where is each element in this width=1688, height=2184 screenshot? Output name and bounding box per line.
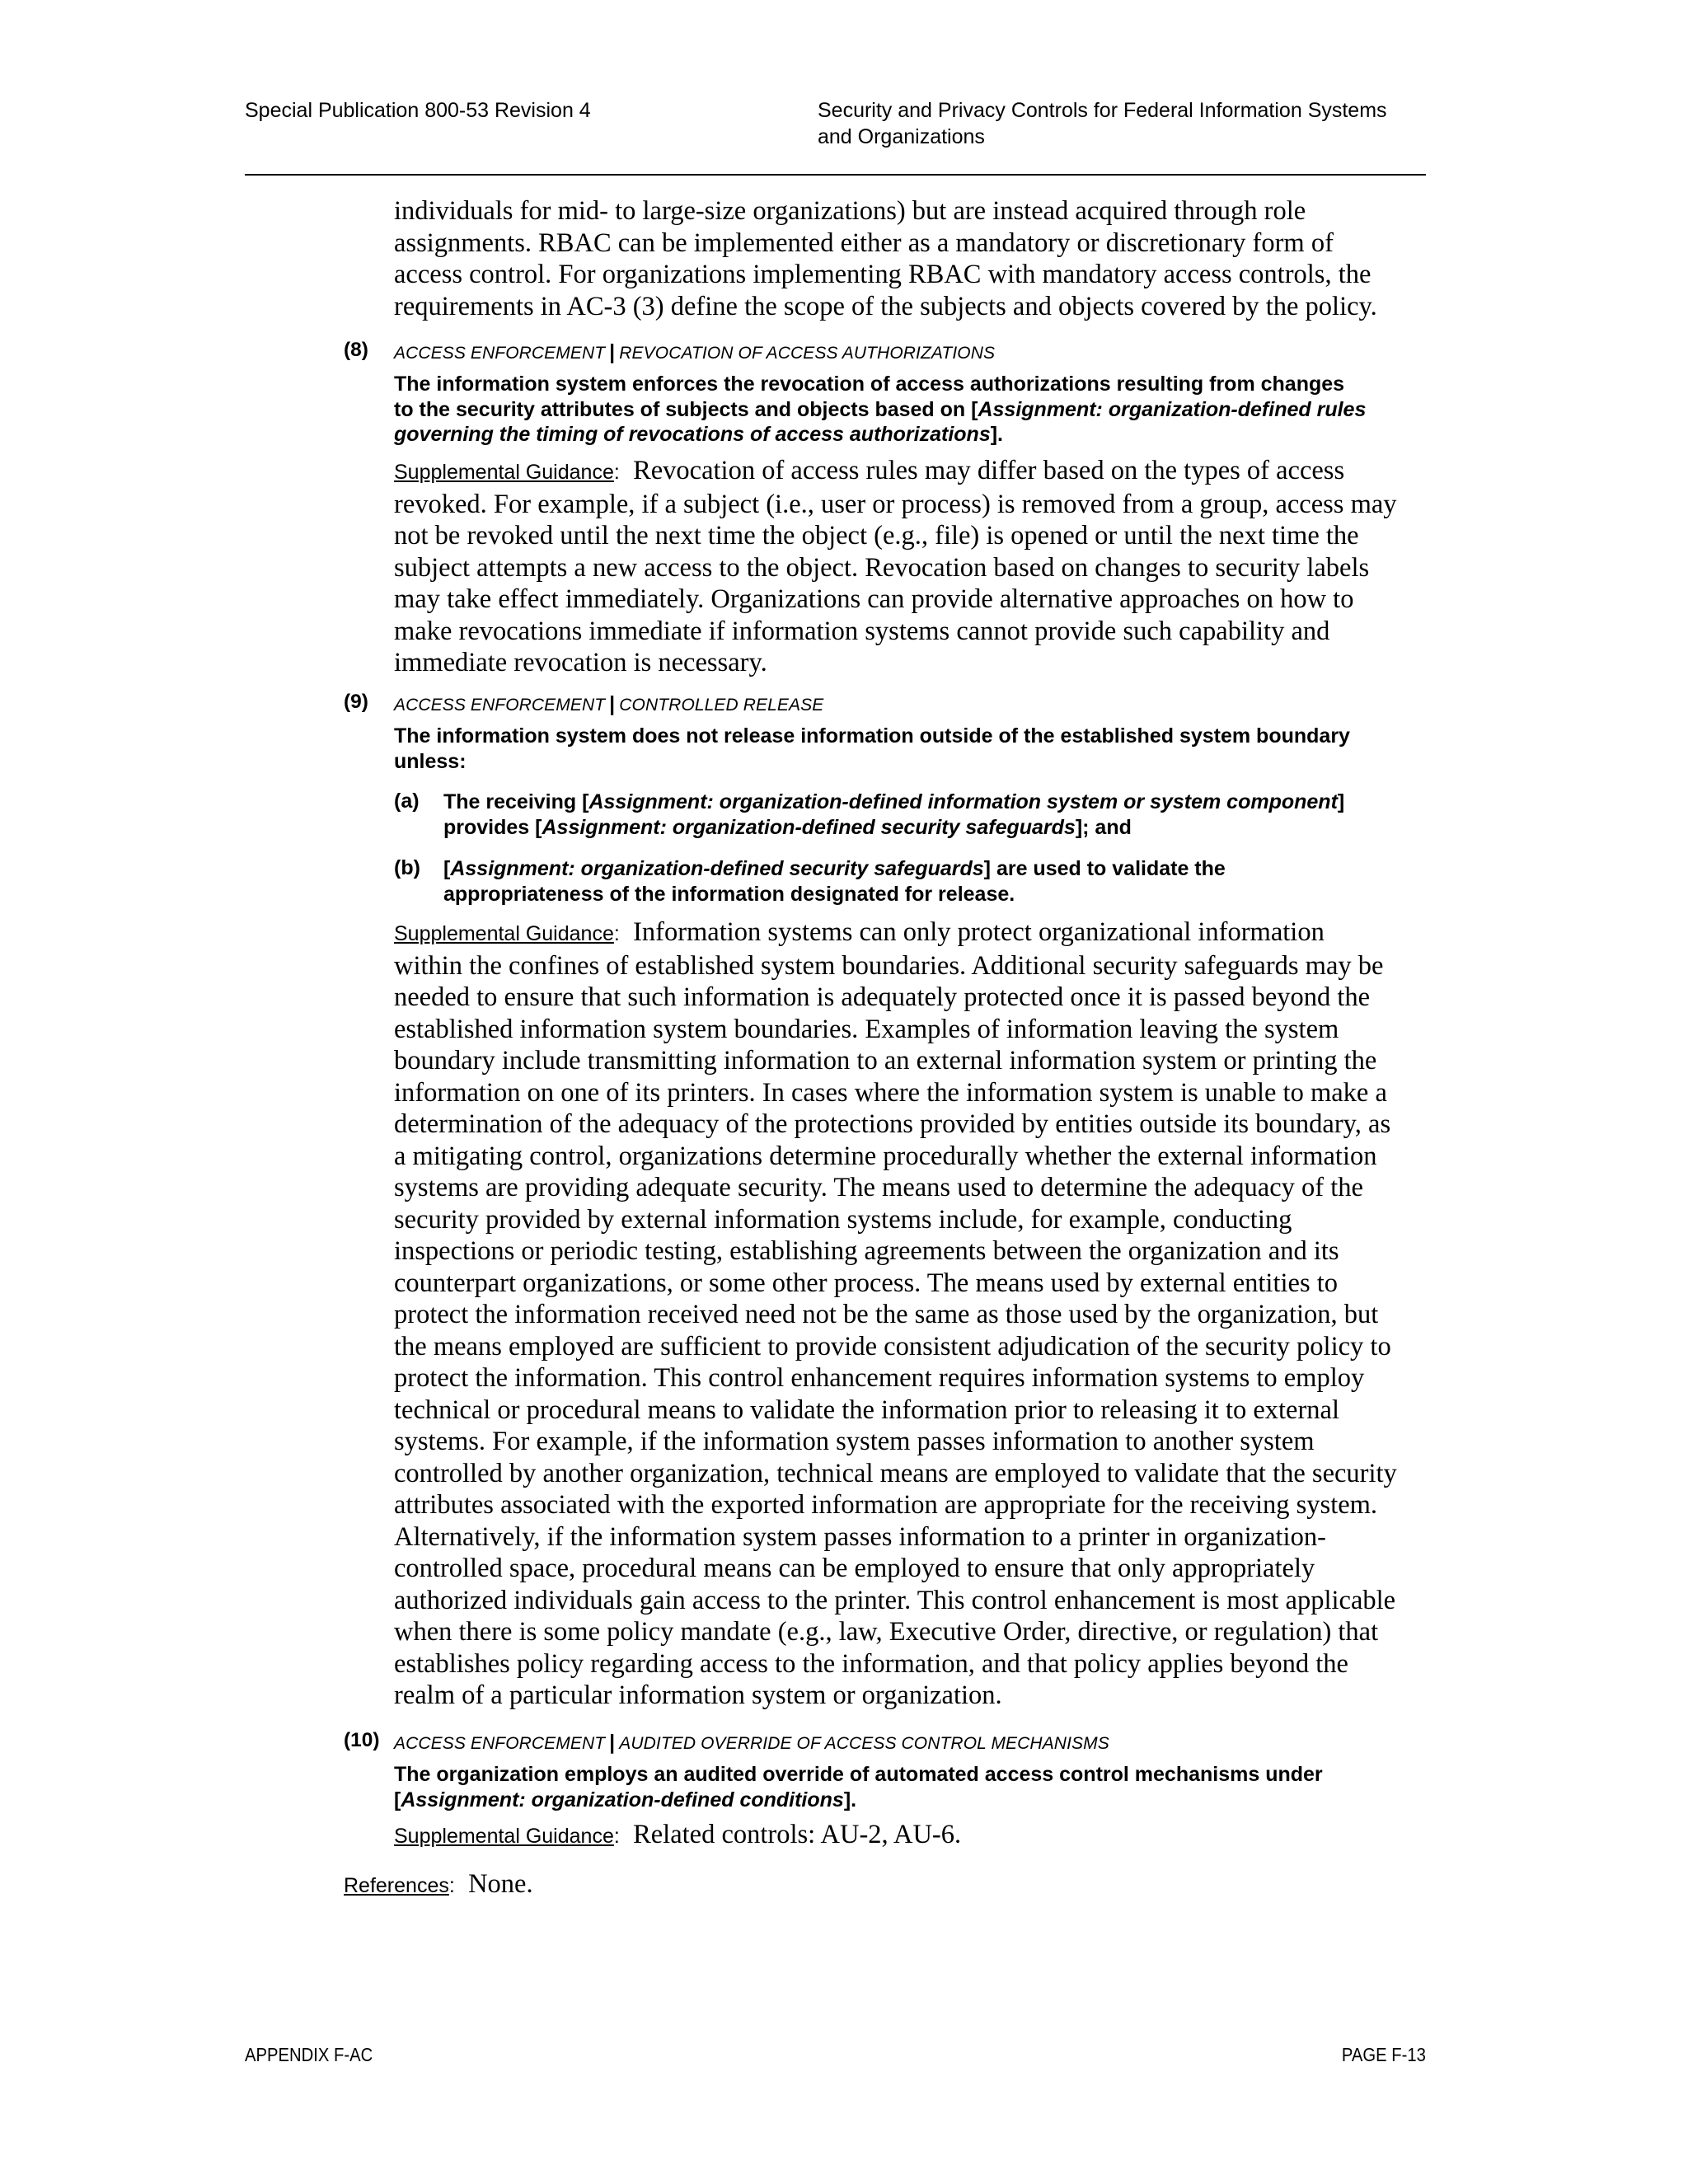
sub-item-text (443, 856, 1432, 907)
text-line: authorized individuals gain access to the printer. This control enhancement is most applicable (394, 1585, 1396, 1615)
text-line: immediate revocation is necessary. (394, 648, 767, 677)
text-line: Supplemental Guidance: Revocation of access rules may differ based on the types of access (394, 456, 1345, 485)
text-line: The organization employs an audited override of automated access control mechanisms under (394, 1763, 1323, 1786)
text-line: the means employed are sufficient to provide consistent adjudication of the security policy to (394, 1331, 1391, 1361)
enhancement-name: AUDITED OVERRIDE OF ACCESS CONTROL MECHANISMS (619, 1734, 1109, 1753)
text-line: systems are providing adequate security. The means used to determine the adequacy of the (394, 1173, 1363, 1202)
control-name: ACCESS ENFORCEMENT (394, 696, 606, 715)
assignment-text: Assignment: organization-defined rules (978, 397, 1367, 421)
enhancement-requirement (394, 1762, 1434, 1812)
supplemental-guidance (394, 455, 1434, 679)
title-separator: | (609, 692, 616, 715)
text-line: The information system enforces the revocation of access authorizations resulting from changes (394, 373, 1345, 396)
text-line: inspections or periodic testing, establishing agreements between the organization and its (394, 1236, 1339, 1266)
assignment-text: Assignment: organization-defined security safeguards (542, 815, 1076, 839)
enhancement-number: (10) (344, 1729, 380, 1751)
enhancement-requirement (394, 724, 1434, 774)
text-line: information on one of its printers. In cases where the information system is unable to make a (394, 1077, 1387, 1108)
footer-page-number: PAGE F-13 (1342, 2044, 1426, 2065)
text-line: controlled space, procedural means can be employed to ensure that only appropriately (394, 1554, 1315, 1583)
enhancement-name: REVOCATION OF ACCESS AUTHORIZATIONS (619, 344, 996, 363)
text-line: unless: (394, 749, 467, 773)
references-text: None. (468, 1869, 533, 1899)
text-line: protect the information received need not be the same as those used by the organization, but (394, 1300, 1379, 1329)
assignment-text: governing the timing of revocations of access authorizations (394, 423, 991, 446)
text-line: requirements in AC-3 (3) define the scope of the subjects and objects covered by the policy. (394, 291, 1377, 321)
title-separator: | (609, 1731, 616, 1754)
text-line: appropriateness of the information designated for release. (443, 882, 1015, 906)
enhancement-title (394, 692, 823, 716)
text-line: governing the timing of revocations of access authorizations]. (394, 423, 1004, 446)
text-line: Supplemental Guidance: Information systems can only protect organizational information (394, 917, 1325, 947)
text-line: revoked. For example, if a subject (i.e., user or process) is removed from a group, access may (394, 489, 1397, 519)
text-line: may take effect immediately. Organizations can provide alternative approaches on how to (394, 584, 1354, 614)
text-line: subject attempts a new access to the object. Revocation based on changes to security labels (394, 552, 1370, 583)
assignment-text: Assignment: organization-defined security safeguards (450, 857, 984, 880)
text-line: systems. For example, if the information system passes information to another system (394, 1427, 1315, 1456)
text-line: The information system does not release information outside of the established system boundary (394, 724, 1350, 748)
text-line: make revocations immediate if information systems cannot provide such capability and (394, 616, 1330, 646)
text-line: counterpart organizations, or some other process. The means used by external entities to (394, 1268, 1338, 1298)
assignment-text: Assignment: organization-defined conditions (401, 1788, 844, 1811)
text-line: assignments. RBAC can be implemented either as a mandatory or discretionary form of (394, 227, 1334, 258)
text-line: not be revoked until the next time the object (e.g., file) is opened or until the next time the (394, 521, 1359, 551)
title-separator: | (609, 340, 616, 363)
text-line: within the confines of established system boundaries. Additional security safeguards may be (394, 950, 1384, 981)
control-name: ACCESS ENFORCEMENT (394, 344, 606, 363)
running-header-right-line2: and Organizations (818, 125, 985, 148)
enhancement-title (394, 1731, 1109, 1755)
sub-item-text (443, 790, 1432, 840)
text-line: realm of a particular information system or organization. (394, 1680, 1002, 1710)
text-line: protect the information. This control enhancement requires information systems to employ (394, 1363, 1365, 1393)
text-line: attributes associated with the exported information are appropriate for the receiving system. (394, 1490, 1378, 1520)
references: References: None. (344, 1869, 533, 1899)
text-line: establishes policy regarding access to the information, and that policy applies beyond the (394, 1648, 1348, 1679)
text-line: when there is some policy mandate (e.g., law, Executive Order, directive, or regulation) that (394, 1617, 1379, 1647)
enhancement-name: CONTROLLED RELEASE (619, 696, 824, 715)
running-header-right-line1: Security and Privacy Controls for Federal Information Systems (818, 99, 1387, 122)
enhancement-title (394, 340, 995, 364)
text-line: [Assignment: organization-defined security safeguards] are used to validate the (443, 857, 1226, 880)
sub-item-label: (a) (394, 790, 420, 813)
enhancement-requirement (394, 372, 1434, 448)
supplemental-guidance-label: Supplemental Guidance (394, 922, 614, 945)
text-line: individuals for mid- to large-size organizations) but are instead acquired through role (394, 196, 1306, 226)
sub-item-label: (b) (394, 856, 420, 879)
footer-appendix: APPENDIX F-AC (245, 2044, 373, 2065)
text-line: security provided by external information systems include, for example, conducting (394, 1204, 1292, 1235)
intro-paragraph (394, 195, 1434, 322)
running-header-right (818, 97, 1444, 150)
supplemental-guidance-label: Supplemental Guidance (394, 1825, 614, 1848)
running-header-left: Special Publication 800-53 Revision 4 (245, 99, 591, 122)
text-line: provides [Assignment: organization-defined security safeguards]; and (443, 815, 1132, 839)
supplemental-guidance (394, 1819, 1434, 1853)
enhancement-number: (9) (344, 691, 368, 713)
text-line: The receiving [Assignment: organization-defined information system or system component] (443, 790, 1345, 813)
text-line: Alternatively, if the information system passes information to a printer in organization- (394, 1521, 1326, 1552)
text-line: [Assignment: organization-defined conditions]. (394, 1788, 857, 1811)
text-line: technical or procedural means to validate the information prior to releasing it to external (394, 1394, 1340, 1425)
control-name: ACCESS ENFORCEMENT (394, 1734, 606, 1753)
text-line: needed to ensure that such information is adequately protected once it is passed beyond the (394, 982, 1371, 1012)
text-line: a mitigating control, organizations determine procedurally whether the external information (394, 1141, 1377, 1171)
text-line: established information system boundaries. Examples of information leaving the system (394, 1014, 1339, 1044)
enhancement-number: (8) (344, 339, 368, 361)
assignment-text: Assignment: organization-defined information system or system component (588, 790, 1338, 813)
supplemental-guidance-label: Supplemental Guidance (394, 461, 614, 484)
text-line: to the security attributes of subjects and objects based on [Assignment: organization-defined rules (394, 397, 1367, 421)
text-line: determination of the adequacy of the protections provided by entities outside its boundary, as (394, 1109, 1391, 1139)
text-line: access control. For organizations implementing RBAC with mandatory access controls, the (394, 260, 1372, 289)
supplemental-guidance (394, 916, 1434, 1712)
text-line: controlled by another organization, technical means are employed to validate that the security (394, 1458, 1397, 1488)
text-line: boundary include transmitting information to an external information system or printing the (394, 1046, 1377, 1076)
header-rule (245, 174, 1426, 176)
text-line: Supplemental Guidance: Related controls: AU-2, AU-6. (394, 1820, 962, 1849)
references-label: References (344, 1874, 449, 1897)
